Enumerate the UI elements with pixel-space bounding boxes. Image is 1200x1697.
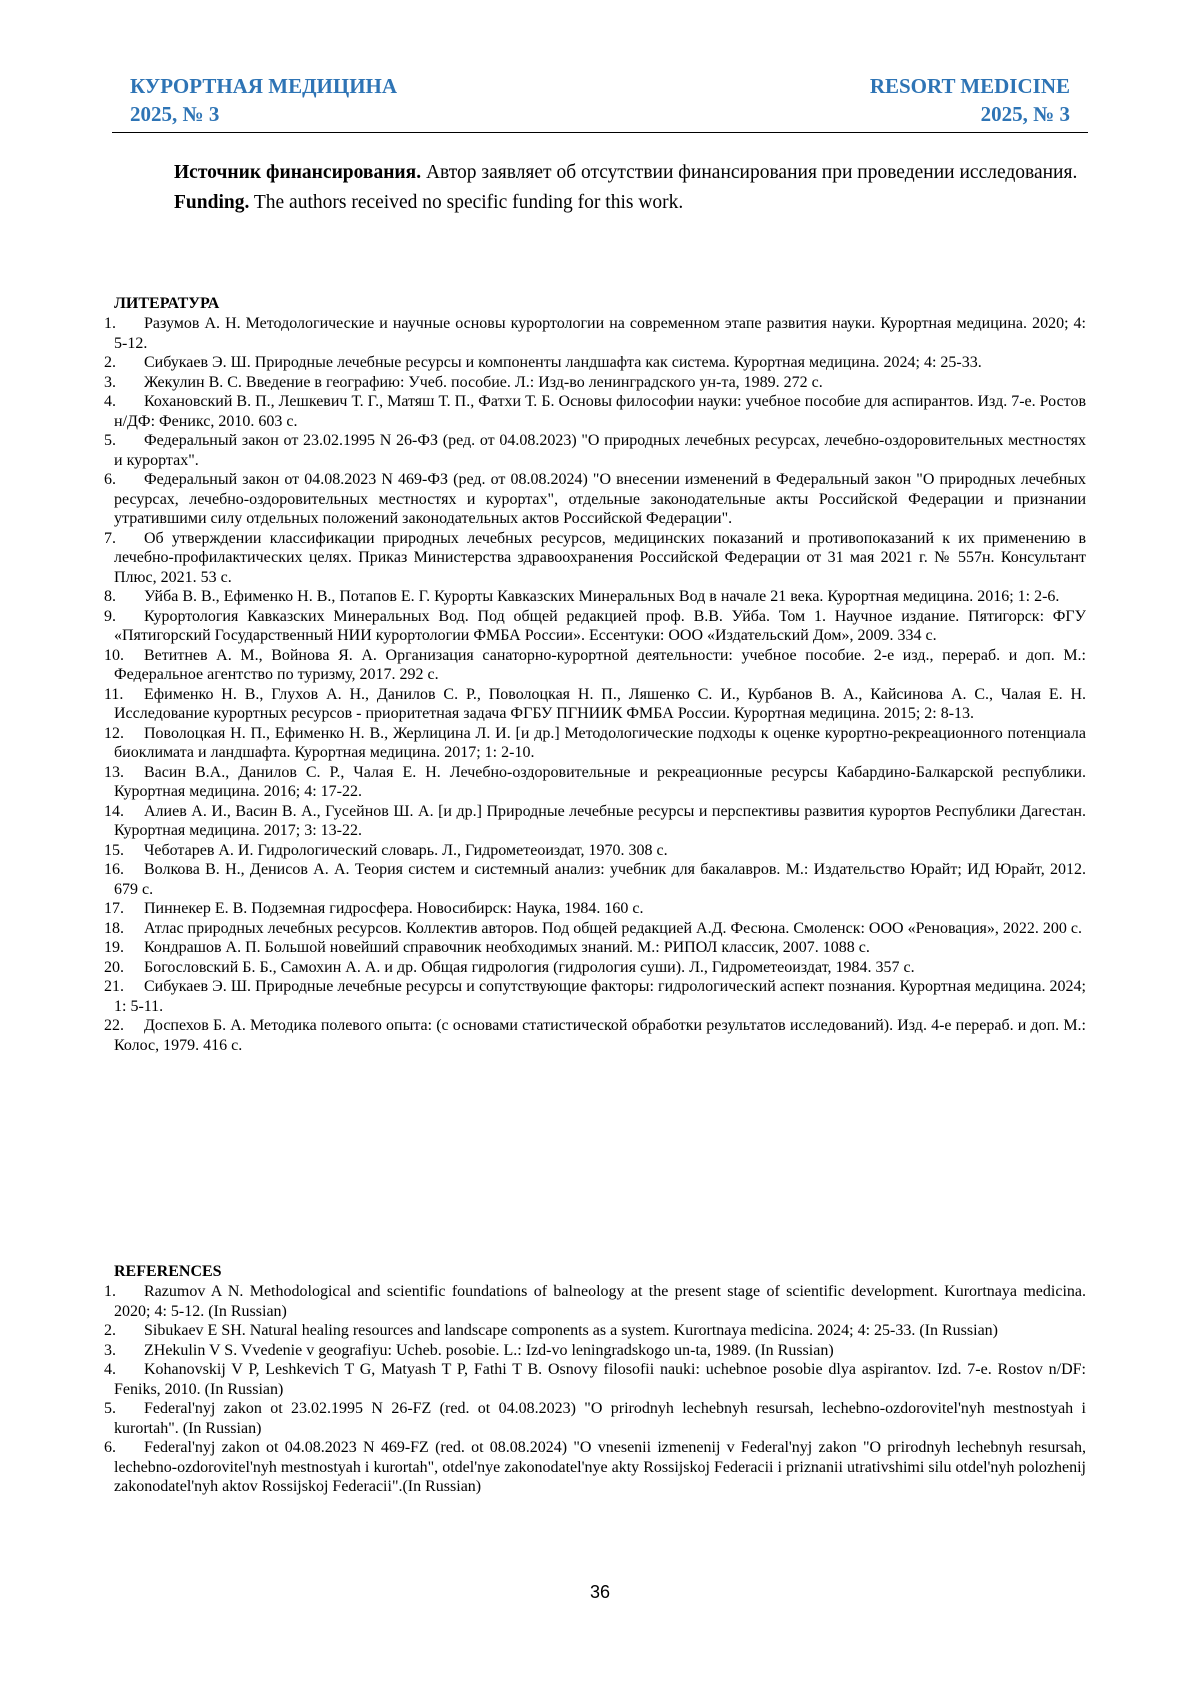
reference-text: Курортология Кавказских Минеральных Вод. Под общей редакцией проф. В.В. Уйба. Том 1. Научное издание. Пятигорск: ФГУ «Пятигорский Государственный НИИ курортологии ФМБА России». Ессентуки: ООО «Издательский Дом», 2009. 334 с. <box>114 608 1086 645</box>
reference-item <box>114 1282 1086 1321</box>
reference-item <box>114 373 1086 393</box>
reference-number: 5. <box>104 431 116 451</box>
funding-ru-label: Источник финансирования. <box>174 162 421 183</box>
reference-item <box>114 1438 1086 1497</box>
reference-number: 3. <box>104 373 116 393</box>
running-header <box>112 72 1088 133</box>
reference-number: 6. <box>104 470 116 490</box>
page-number: 36 <box>0 1582 1200 1603</box>
reference-number: 1. <box>104 314 116 334</box>
journal-issue-en: 2025, № 3 <box>870 100 1070 128</box>
literature-list <box>114 314 1086 1055</box>
journal-title-en <box>870 72 1070 128</box>
reference-text: Сибукаев Э. Ш. Природные лечебные ресурсы и компоненты ландшафта как система. Курортная медицина. 2024; 4: 25-33. <box>144 354 982 371</box>
reference-number: 9. <box>104 607 116 627</box>
reference-text: Жекулин В. С. Введение в географию: Учеб. пособие. Л.: Изд-во ленинградского ун-та, 1989. 272 с. <box>144 374 823 391</box>
reference-number: 11. <box>104 685 123 705</box>
funding-en <box>114 188 1086 218</box>
journal-title-ru <box>130 72 397 128</box>
funding-section <box>114 158 1086 218</box>
funding-en-label: Funding. <box>174 192 249 213</box>
reference-number: 8. <box>104 587 116 607</box>
reference-item <box>114 1399 1086 1438</box>
funding-en-text: The authors received no specific funding for this work. <box>249 192 683 213</box>
reference-text: Сибукаев Э. Ш. Природные лечебные ресурсы и сопутствующие факторы: гидрологический аспект познания. Курортная медицина. 2024; 1: 5-11. <box>114 978 1086 1015</box>
reference-item <box>114 1016 1086 1055</box>
reference-item <box>114 314 1086 353</box>
reference-item <box>114 938 1086 958</box>
reference-text: Разумов А. Н. Методологические и научные основы курортологии на современном этапе развития науки. Курортная медицина. 2020; 4: 5-12. <box>114 315 1086 352</box>
reference-item <box>114 802 1086 841</box>
reference-text: Федеральный закон от 23.02.1995 N 26-ФЗ (ред. от 04.08.2023) "О природных лечебных ресурсах, лечебно-оздоровительных местностях и курортах". <box>114 432 1086 469</box>
reference-item <box>114 977 1086 1016</box>
references-list <box>114 1282 1086 1497</box>
reference-text: Поволоцкая Н. П., Ефименко Н. В., Жерлицина Л. И. [и др.] Методологические подходы к оценке курортно-рекреационного потенциала биоклимата и ландшафта. Курортная медицина. 2017; 1: 2-10. <box>114 725 1086 762</box>
reference-text: Ветитнев А. М., Войнова Я. А. Организация санаторно-курортной деятельности: учебное пособие. 2-е изд., перераб. и доп. М.: Федеральное агентство по туризму, 2017. 292 с. <box>114 647 1086 684</box>
reference-number: 17. <box>104 899 124 919</box>
reference-number: 18. <box>104 919 124 939</box>
reference-number: 15. <box>104 841 124 861</box>
reference-item <box>114 724 1086 763</box>
reference-text: Кохановский В. П., Лешкевич Т. Г., Матяш Т. П., Фатхи Т. Б. Основы философии науки: учебное пособие для аспирантов. Изд. 7-е. Ростов н/ДФ: Феникс, 2010. 603 с. <box>114 393 1086 430</box>
funding-ru-text: Автор заявляет об отсутствии финансирования при проведении исследования. <box>421 162 1077 183</box>
reference-text: Ефименко Н. В., Глухов А. Н., Данилов С. Р., Поволоцкая Н. П., Ляшенко С. И., Курбанов В. А., Кайсинова А. С., Чалая Е. Н. Исследование курортных ресурсов - приоритетная задача ФГБУ ПГНИИК ФМБА России. Курортная медицина. 2015; 2: 8-13. <box>114 686 1086 723</box>
reference-number: 13. <box>104 763 124 783</box>
reference-text: Уйба В. В., Ефименко Н. В., Потапов Е. Г. Курорты Кавказских Минеральных Вод в начале 21 века. Курортная медицина. 2016; 1: 2-6. <box>144 588 1059 605</box>
reference-text: Razumov A N. Methodological and scientific foundations of balneology at the present stage of scientific development. Kurortnaya medicina. 2020; 4: 5-12. (In Russian) <box>114 1283 1086 1320</box>
reference-number: 7. <box>104 529 116 549</box>
reference-number: 3. <box>104 1341 116 1361</box>
reference-text: Доспехов Б. А. Методика полевого опыта: (с основами статистической обработки результатов исследований). Изд. 4-е перераб. и доп. М.: Колос, 1979. 416 с. <box>114 1017 1086 1054</box>
reference-number: 22. <box>104 1016 124 1036</box>
reference-item <box>114 841 1086 861</box>
journal-name-ru: КУРОРТНАЯ МЕДИЦИНА <box>130 72 397 100</box>
reference-number: 2. <box>104 353 116 373</box>
reference-text: Kohanovskij V P, Leshkevich T G, Matyash T P, Fathi T B. Osnovy filosofii nauki: uchebnoe posobie dlya aspirantov. Izd. 7-e. Rostov n/DF: Feniks, 2010. (In Russian) <box>114 1361 1086 1398</box>
reference-number: 16. <box>104 860 124 880</box>
reference-item <box>114 685 1086 724</box>
reference-number: 4. <box>104 1360 116 1380</box>
reference-item <box>114 1341 1086 1361</box>
journal-name-en: RESORT MEDICINE <box>870 72 1070 100</box>
reference-text: Кондрашов А. П. Большой новейший справочник необходимых знаний. М.: РИПОЛ классик, 2007. 1088 с. <box>144 939 870 956</box>
reference-item <box>114 587 1086 607</box>
reference-text: Об утверждении классификации природных лечебных ресурсов, медицинских показаний и противопоказаний к их применению в лечебно-профилактических целях. Приказ Министерства здравоохранения Российской Федерации от 31 мая 2021 г. № 557н. Консультант Плюс, 2021. 53 с. <box>114 530 1086 586</box>
reference-item <box>114 431 1086 470</box>
reference-item <box>114 529 1086 588</box>
reference-number: 6. <box>104 1438 116 1458</box>
reference-item <box>114 1321 1086 1341</box>
reference-item <box>114 646 1086 685</box>
reference-text: Федеральный закон от 04.08.2023 N 469-ФЗ (ред. от 08.08.2024) "О внесении изменений в Федеральный закон "О природных лечебных ресурсах, лечебно-оздоровительных местностях и курортах", отдельные законодательные акты Российской Федерации и признании утратившими силу отдельных положений законодательных актов Российской Федерации". <box>114 471 1086 527</box>
reference-number: 14. <box>104 802 124 822</box>
references-heading: REFERENCES <box>114 1263 222 1281</box>
reference-text: Sibukaev E SH. Natural healing resources and landscape components as a system. Kurortnaya medicina. 2024; 4: 25-33. (In Russian) <box>144 1322 998 1339</box>
reference-item <box>114 607 1086 646</box>
reference-text: Васин В.А., Данилов С. Р., Чалая Е. Н. Лечебно-оздоровительные и рекреационные ресурсы Кабардино-Балкарской республики. Курортная медицина. 2016; 4: 17-22. <box>114 764 1086 801</box>
literature-heading: ЛИТЕРАТУРА <box>114 295 219 313</box>
reference-number: 12. <box>104 724 124 744</box>
reference-text: Пиннекер Е. В. Подземная гидросфера. Новосибирск: Наука, 1984. 160 с. <box>144 900 643 917</box>
reference-item <box>114 860 1086 899</box>
reference-number: 19. <box>104 938 124 958</box>
reference-text: ZHekulin V S. Vvedenie v geografiyu: Ucheb. posobie. L.: Izd-vo leningradskogo un-ta, 1989. (In Russian) <box>144 1342 834 1359</box>
reference-text: Атлас природных лечебных ресурсов. Коллектив авторов. Под общей редакцией А.Д. Фесюна. Смоленск: ООО «Реновация», 2022. 200 с. <box>144 920 1082 937</box>
reference-item <box>114 392 1086 431</box>
reference-number: 4. <box>104 392 116 412</box>
reference-text: Federal'nyj zakon ot 23.02.1995 N 26-FZ (red. ot 04.08.2023) "O prirodnyh lechebnyh resursah, lechebno-ozdorovitel'nyh mestnostyah i kurortah". (In Russian) <box>114 1400 1086 1437</box>
reference-item <box>114 1360 1086 1399</box>
reference-item <box>114 958 1086 978</box>
reference-text: Волкова В. Н., Денисов А. А. Теория систем и системный анализ: учебник для бакалавров. М.: Издательство Юрайт; ИД Юрайт, 2012. 679 с. <box>114 861 1086 898</box>
reference-text: Federal'nyj zakon ot 04.08.2023 N 469-FZ (red. ot 08.08.2024) "O vnesenii izmenenij v Federal'nyj zakon "O prirodnyh lechebnyh resursah, lechebno-ozdorovitel'nyh mestnostyah i kurortah", otdel'nye zakonodatel'nye akty Rossijskoj Federacii i priznanii utrativshimi silu otdel'nyh polozhenij zakonodatel'nyh aktov Rossijskoj Federacii".(In Russian) <box>114 1439 1086 1495</box>
reference-text: Богословский Б. Б., Самохин А. А. и др. Общая гидрология (гидрология суши). Л., Гидрометеоиздат, 1984. 357 с. <box>144 959 915 976</box>
reference-number: 1. <box>104 1282 116 1302</box>
reference-item <box>114 353 1086 373</box>
reference-number: 10. <box>104 646 124 666</box>
reference-number: 2. <box>104 1321 116 1341</box>
reference-item <box>114 899 1086 919</box>
reference-item <box>114 763 1086 802</box>
reference-number: 5. <box>104 1399 116 1419</box>
reference-text: Чеботарев А. И. Гидрологический словарь. Л., Гидрометеоиздат, 1970. 308 с. <box>144 842 668 859</box>
reference-item <box>114 470 1086 529</box>
journal-issue-ru: 2025, № 3 <box>130 100 397 128</box>
funding-ru <box>114 158 1086 188</box>
reference-item <box>114 919 1086 939</box>
reference-number: 20. <box>104 958 124 978</box>
reference-text: Алиев А. И., Васин В. А., Гусейнов Ш. А. [и др.] Природные лечебные ресурсы и перспективы развития курортов Республики Дагестан. Курортная медицина. 2017; 3: 13-22. <box>114 803 1086 840</box>
reference-number: 21. <box>104 977 124 997</box>
